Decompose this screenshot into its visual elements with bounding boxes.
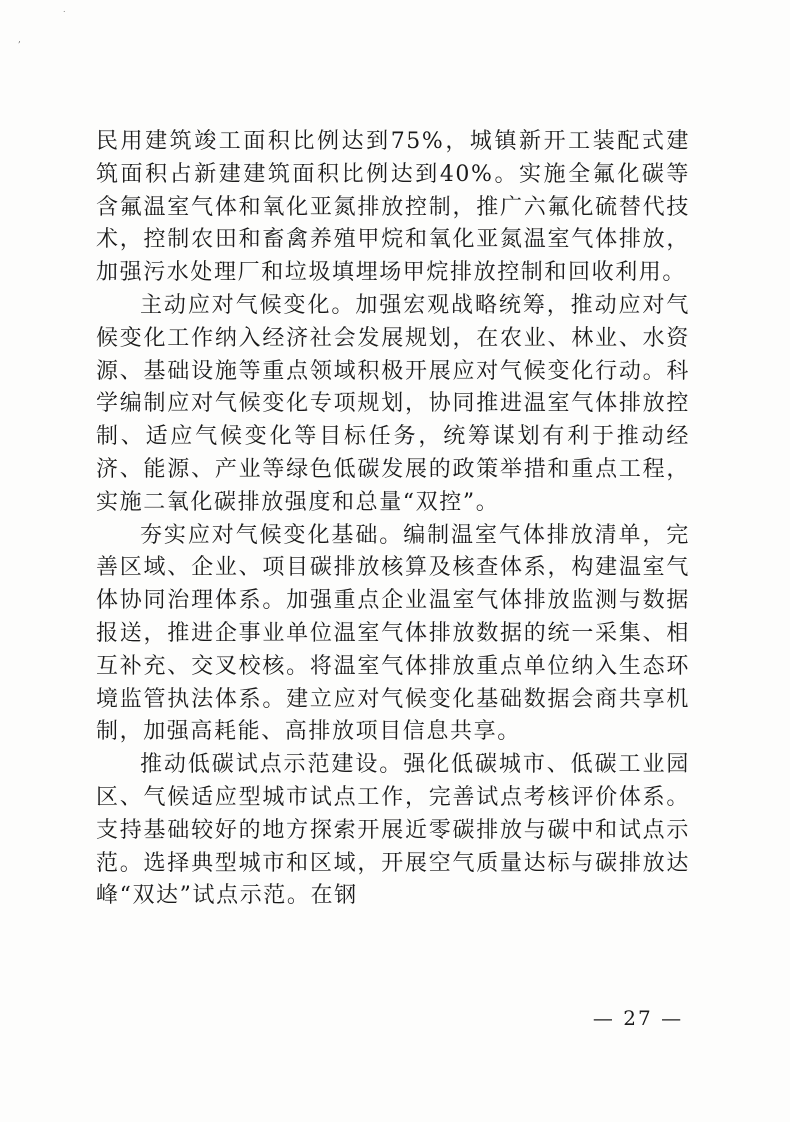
paragraph-continuation: 民用建筑竣工面积比例达到75%，城镇新开工装配式建筑面积占新建建筑面积比例达到40%。实施全氟化碳等含氟温室气体和氧化亚氮排放控制，推广六氟化硫替代技术，控制农田和畜禽养殖甲烷和氧化亚氮温室气体排放，加强污水处理厂和垃圾填埋场甲烷排放控制和回收利用。 xyxy=(96,129,690,286)
body-text xyxy=(96,126,690,913)
paragraph-climate-foundation: 夯实应对气候变化基础。编制温室气体排放清单，完善区域、企业、项目碳排放核算及核查体系，构建温室气体协同治理体系。加强重点企业温室气体排放监测与数据报送，推进企事业单位温室气体排放数据的统一采集、相互补充、交叉校核。将温室气体排放重点单位纳入生态环境监管执法体系。建立应对气候变化基础数据会商共享机制，加强高耗能、高排放项目信息共享。 xyxy=(96,522,690,745)
paragraph-low-carbon-pilots: 推动低碳试点示范建设。强化低碳城市、低碳工业园区、气候适应型城市试点工作，完善试点考核评价体系。支持基础较好的地方探索开展近零碳排放与碳中和试点示范。选择典型城市和区域，开展空气质量达标与碳排放达峰“双达”试点示范。在钢 xyxy=(96,752,690,909)
scan-speck: ‚ xyxy=(18,35,21,45)
page-number: — 27 — xyxy=(592,1006,684,1030)
scan-speck: ˙ xyxy=(62,11,67,21)
paragraph-climate-response: 主动应对气候变化。加强宏观战略统筹，推动应对气候变化工作纳入经济社会发展规划，在农业、林业、水资源、基础设施等重点领域积极开展应对气候变化行动。科学编制应对气候变化专项规划，协同推进温室气体排放控制、适应气候变化等目标任务，统筹谋划有利于推动经济、能源、产业等绿色低碳发展的政策举措和重点工程，实施二氧化碳排放强度和总量“双控”。 xyxy=(96,292,690,515)
